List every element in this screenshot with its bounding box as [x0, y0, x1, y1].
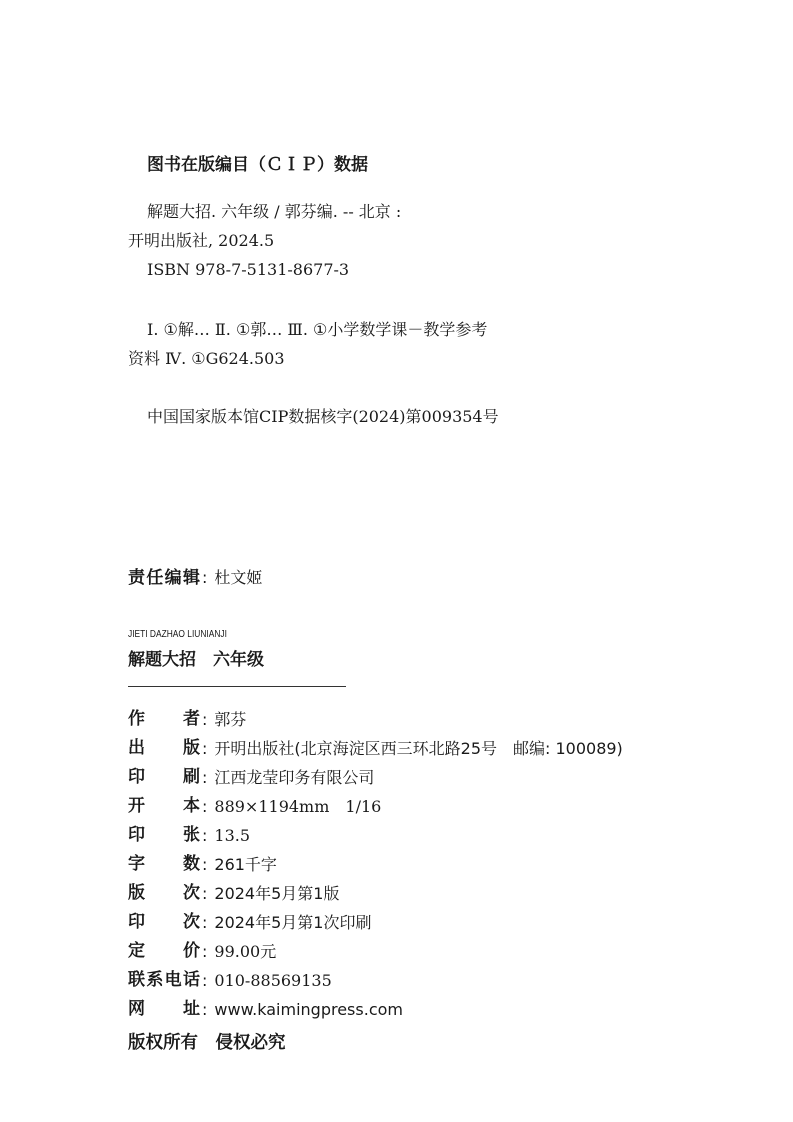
info-row-publisher: [128, 734, 623, 763]
info-separator: :: [202, 797, 208, 816]
cip-line-subjects: Ⅰ. ①解… Ⅱ. ①郭… Ⅲ. ①小学数学课－教学参考: [147, 320, 488, 339]
info-separator: :: [202, 739, 208, 758]
info-label: 印 次: [128, 912, 200, 932]
info-label: 网 址: [128, 999, 200, 1019]
info-value: 010-88569135: [214, 971, 332, 990]
editor-label: 责任编辑: [128, 568, 200, 588]
info-value: 889×1194mm 1/16: [214, 797, 382, 816]
cip-line-title: 解题大招. 六年级 / 郭芬编. -- 北京 :: [147, 202, 402, 221]
info-value: 江西龙莹印务有限公司: [214, 768, 375, 787]
copyright-notice: 版权所有 侵权必究: [128, 1033, 286, 1053]
info-label: 印 刷: [128, 767, 200, 787]
info-value: 2024年5月第1次印刷: [214, 913, 372, 932]
info-separator: :: [202, 826, 208, 845]
info-row-printing: [128, 908, 623, 937]
info-value: 郭芬: [214, 710, 247, 729]
info-row-sheets: [128, 821, 623, 850]
responsible-editor: [128, 568, 262, 588]
info-row-word-count: [128, 850, 623, 879]
info-value: www.kaimingpress.com: [214, 1000, 403, 1019]
info-value: 99.00元: [214, 942, 277, 961]
info-row-author: [128, 705, 623, 734]
info-separator: :: [202, 971, 208, 990]
info-label: 印 张: [128, 825, 200, 845]
info-separator: :: [202, 913, 208, 932]
info-label: 定 价: [128, 941, 200, 961]
info-row-printer: [128, 763, 623, 792]
info-separator: :: [202, 768, 208, 787]
info-value: 开明出版社(北京海淀区西三环北路25号 邮编: 100089): [214, 739, 623, 758]
info-label: 字 数: [128, 854, 200, 874]
book-title-pinyin: JIETI DAZHAO LIUNIANJI: [128, 628, 227, 640]
cip-line-classification: 资料 Ⅳ. ①G624.503: [128, 349, 285, 368]
title-divider: [128, 686, 346, 687]
cip-line-publisher: 开明出版社, 2024.5: [128, 231, 275, 250]
info-separator: :: [202, 884, 208, 903]
book-title: 解题大招 六年级: [128, 650, 264, 670]
info-label: 作 者: [128, 709, 200, 729]
editor-separator: :: [202, 568, 208, 587]
info-row-format: [128, 792, 623, 821]
info-separator: :: [202, 855, 208, 874]
info-row-phone: [128, 966, 623, 995]
cip-heading: 图书在版编目（ＣＩＰ）数据: [147, 155, 368, 175]
info-label: 版 次: [128, 883, 200, 903]
info-value: 2024年5月第1版: [214, 884, 340, 903]
info-row-price: [128, 937, 623, 966]
info-separator: :: [202, 942, 208, 961]
info-label: 出 版: [128, 738, 200, 758]
info-row-website: [128, 995, 623, 1024]
info-separator: :: [202, 710, 208, 729]
editor-name: 杜文姬: [214, 568, 263, 587]
info-label: 开 本: [128, 796, 200, 816]
info-row-edition: [128, 879, 623, 908]
publication-info: [128, 705, 623, 1024]
info-separator: :: [202, 1000, 208, 1019]
cip-line-isbn: ISBN 978-7-5131-8677-3: [147, 260, 350, 279]
info-value: 13.5: [214, 826, 251, 845]
info-label: 联系电话: [128, 970, 200, 990]
info-value: 261千字: [214, 855, 277, 874]
cip-line-record-number: 中国国家版本馆CIP数据核字(2024)第009354号: [147, 407, 499, 426]
